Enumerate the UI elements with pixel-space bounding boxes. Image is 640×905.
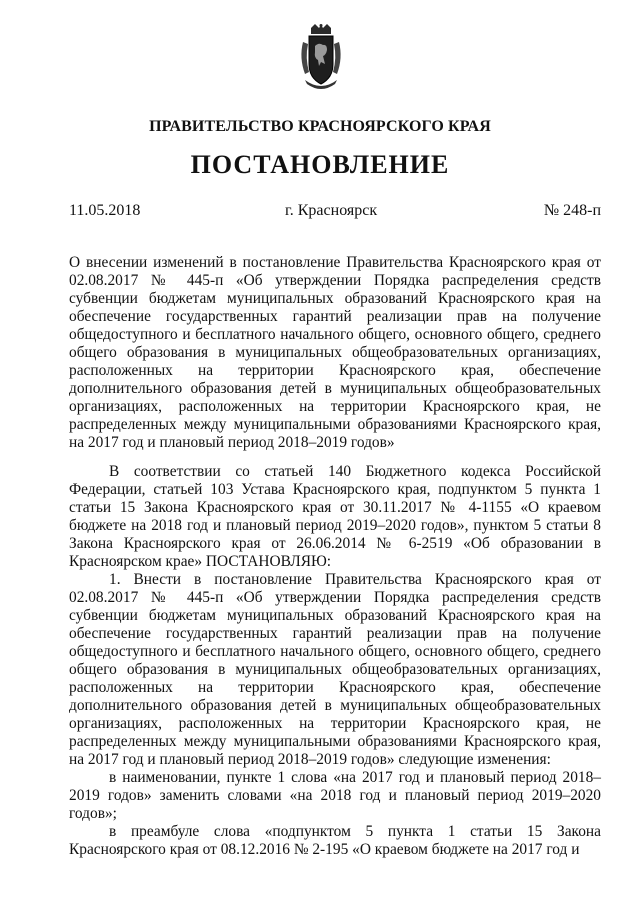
document-body — [69, 463, 601, 859]
document-type: ПОСТАНОВЛЕНИЕ — [190, 150, 450, 179]
document-title: О внесении изменений в постановление Правительства Красноярского края от 02.08.2017 № 445-п «Об утверждении Порядка распределения средств субвенции бюджетам муниципальных образований Красноярского края на обеспечение государственных гарантий реализации прав на получение общедоступного и бесплатного начального общего, основного общего, среднего общего образования в муниципальных общеобразовательных организациях, расположенных на территории Красноярского края, обеспечение дополнительного образования детей в муниципальных общеобразовательных организациях, расположенных на территории Красноярского края, не распределенных между муниципальными образованиями Красноярского края, на 2017 год и плановый период 2018–2019 годов» — [69, 254, 601, 451]
document-city: г. Красноярск — [285, 202, 378, 219]
document-meta — [69, 202, 601, 222]
document-number: № 248-п — [543, 202, 601, 219]
coat-of-arms-icon — [299, 24, 343, 92]
item-1-paragraph: 1. Внести в постановление Правительства Красноярского края от 02.08.2017 № 445-п «Об утверждении Порядка распределения средств субвенции бюджетам муниципальных образований Красноярского края на обеспечение государственных гарантий реализации прав на получение общедоступного и бесплатного начального общего, основного общего, среднего общего образования в муниципальных общеобразовательных организациях, расположенных на территории Красноярского края, обеспечение дополнительного образования детей в муниципальных общеобразовательных организациях, расположенных на территории Красноярского края, не распределенных между муниципальными образованиями Красноярского края, на 2017 год и плановый период 2018–2019 годов» следующие изменения: — [69, 571, 601, 768]
item-1b-paragraph: в преамбуле слова «подпунктом 5 пункта 1 статьи 15 Закона Красноярского края от 08.12.2016 № 2-195 «О краевом бюджете на 2017 год и — [69, 823, 601, 858]
preamble-paragraph: В соответствии со статьей 140 Бюджетного кодекса Российской Федерации, статьей 103 Устава Красноярского края, подпунктом 5 пункта 1 статьи 15 Закона Красноярского края от 30.11.2017 № 4-1155 «О краевом бюджете на 2018 год и плановый период 2019–2020 годов», пунктом 5 статьи 8 Закона Красноярского края от 26.06.2014 № 6-2519 «Об образовании в Красноярском крае» ПОСТАНОВЛЯЮ: — [69, 463, 601, 570]
document-date: 11.05.2018 — [69, 202, 141, 219]
government-name: ПРАВИТЕЛЬСТВО КРАСНОЯРСКОГО КРАЯ — [149, 118, 491, 135]
item-1a-paragraph: в наименовании, пункте 1 слова «на 2017 год и плановый период 2018–2019 годов» заменить словами «на 2018 год и плановый период 2019–2020 годов»; — [69, 769, 601, 822]
